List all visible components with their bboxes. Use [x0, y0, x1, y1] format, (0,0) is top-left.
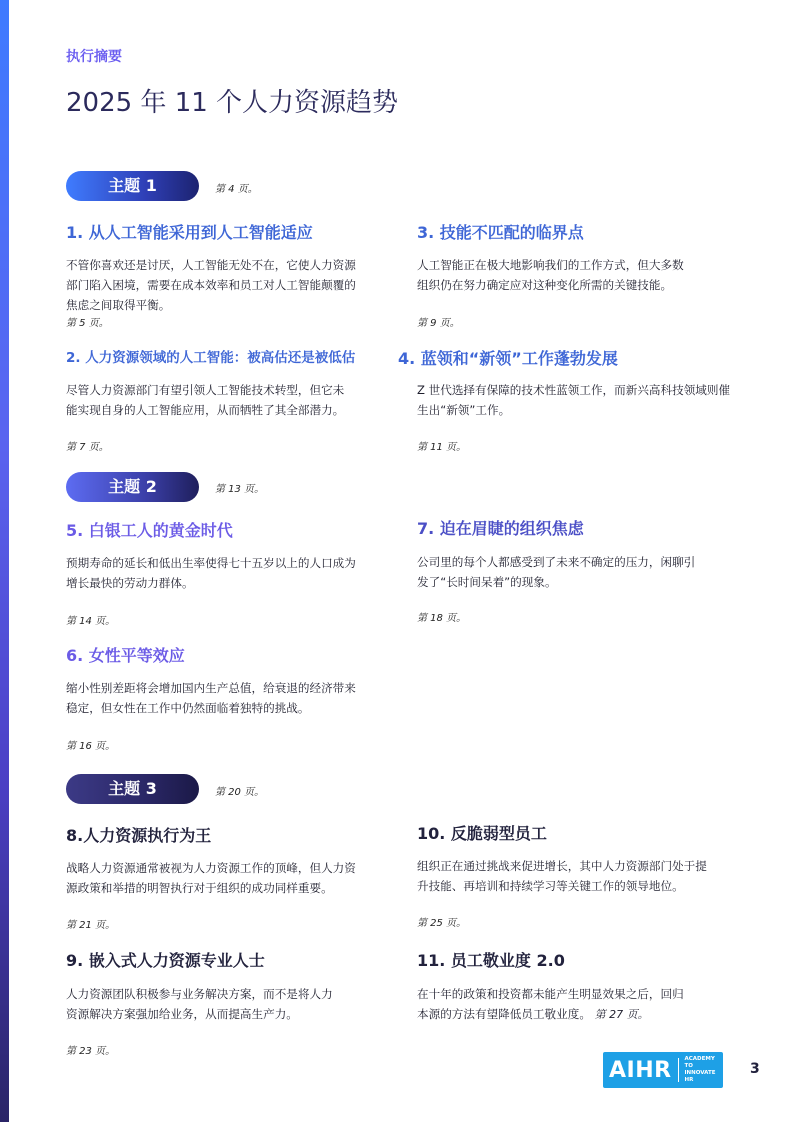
logo-divider [678, 1058, 679, 1082]
trend-4-page: 第 11 页。 [417, 442, 467, 453]
trend-10-page: 第 25 页。 [417, 918, 467, 929]
page-number: 3 [750, 1061, 760, 1077]
trend-5-title: 5. 白银工人的黄金时代 [66, 521, 233, 540]
trend-9-body [66, 984, 391, 1024]
trend-4-body [417, 380, 767, 420]
trend-2-page: 第 7 页。 [66, 442, 109, 453]
trend-11-line-2 [417, 1004, 742, 1025]
trend-10-body [417, 856, 742, 896]
trend-1-title: 1. 从人工智能采用到人工智能适应 [66, 223, 313, 242]
trend-4-title: 4. 蓝领和“新领”工作蓬勃发展 [398, 349, 618, 368]
trend-8-body [66, 858, 391, 898]
trend-3-line-1: 人工智能正在极大地影响我们的工作方式，但大多数 [417, 258, 684, 272]
theme-3-badge: 主题 3 [66, 774, 199, 804]
trend-5-line-1: 预期寿命的延长和低出生率使得七十五岁以上的人口成为 [66, 556, 356, 570]
trend-8-line-2: 源政策和举措的明智执行对于组织的成功同样重要。 [66, 881, 333, 895]
trend-3-line-2: 组织仍在努力确定应对这种变化所需的关键技能。 [417, 278, 673, 292]
trend-1-line-1: 不管你喜欢还是讨厌，人工智能无处不在，它使人力资源 [66, 258, 356, 272]
logo-tagline [685, 1056, 724, 1084]
trend-1-page: 第 5 页。 [66, 318, 109, 329]
theme-2-badge: 主题 2 [66, 472, 199, 502]
trend-7-body [417, 552, 742, 592]
trend-2-line-2: 能实现自身的人工智能应用，从而牺牲了其全部潜力。 [66, 403, 345, 417]
trend-4-line-1: Z 世代选择有保障的技术性蓝领工作，而新兴高科技领域则催 [417, 383, 731, 397]
theme-2-page: 第 13 页。 [215, 484, 265, 495]
trend-11-title: 11. 员工敬业度 2.0 [417, 951, 565, 970]
logo-tagline-line-1: ACADEMY TO [684, 1056, 715, 1069]
trend-6-line-1: 缩小性别差距将会增加国内生产总值，给衰退的经济带来 [66, 681, 356, 695]
trend-7-title: 7. 迫在眉睫的组织焦虑 [417, 519, 584, 538]
trend-1-line-3: 焦虑之间取得平衡。 [66, 298, 171, 312]
trend-6-title: 6. 女性平等效应 [66, 646, 185, 665]
trend-9-title: 9. 嵌入式人力资源专业人士 [66, 951, 265, 970]
trend-8-title: 8.人力资源执行为王 [66, 826, 212, 845]
theme-1-badge: 主题 1 [66, 171, 199, 201]
trend-3-title: 3. 技能不匹配的临界点 [417, 223, 584, 242]
trend-9-line-2: 资源解决方案强加给业务，从而提高生产力。 [66, 1007, 298, 1021]
trend-6-page: 第 16 页。 [66, 741, 116, 752]
trend-4-line-2: 生出“新领”工作。 [417, 403, 511, 417]
logo-tagline-line-2: INNOVATE HR [684, 1070, 716, 1083]
trend-5-page: 第 14 页。 [66, 616, 116, 627]
trend-6-body [66, 678, 391, 718]
trend-5-body [66, 553, 391, 593]
theme-3-page: 第 20 页。 [215, 787, 265, 798]
trend-11-line-1: 在十年的政策和投资都未能产生明显效果之后，回归 [417, 987, 684, 1001]
aihr-logo [603, 1052, 723, 1088]
trend-11-page: 第 27 页。 [594, 1008, 649, 1021]
theme-1-page: 第 4 页。 [215, 184, 258, 195]
trend-2-title: 2. 人力资源领域的人工智能：被高估还是被低估 [66, 350, 356, 366]
trend-10-line-2: 升技能、再培训和持续学习等关键工作的领导地位。 [417, 879, 684, 893]
trend-9-page: 第 23 页。 [66, 1046, 116, 1057]
trend-11-line-2-text: 本源的方法有望降低员工敬业度。 [417, 1007, 591, 1021]
trend-7-line-2: 发了“长时间呆着”的现象。 [417, 575, 557, 589]
trend-7-line-1: 公司里的每个人都感受到了未来不确定的压力，闲聊引 [417, 555, 696, 569]
trend-11-body [417, 984, 742, 1025]
trend-9-line-1: 人力资源团队积极参与业务解决方案，而不是将人力 [66, 987, 333, 1001]
side-accent-bar [0, 0, 9, 1122]
trend-3-page: 第 9 页。 [417, 318, 460, 329]
trend-3-body [417, 255, 742, 295]
trend-8-line-1: 战略人力资源通常被视为人力资源工作的顶峰，但人力资 [66, 861, 356, 875]
page-title: 2025 年 11 个人力资源趋势 [66, 88, 399, 118]
trend-8-page: 第 21 页。 [66, 920, 116, 931]
trend-7-page: 第 18 页。 [417, 613, 467, 624]
trend-1-body [66, 255, 391, 315]
trend-6-line-2: 稳定，但女性在工作中仍然面临着独特的挑战。 [66, 701, 310, 715]
logo-wordmark: AIHR [609, 1057, 672, 1083]
trend-10-title: 10. 反脆弱型员工 [417, 824, 547, 843]
trend-1-line-2: 部门陷入困境，需要在成本效率和员工对人工智能颠覆的 [66, 278, 356, 292]
trend-2-line-1: 尽管人力资源部门有望引领人工智能技术转型，但它未 [66, 383, 345, 397]
section-eyebrow: 执行摘要 [66, 49, 122, 65]
trend-10-line-1: 组织正在通过挑战来促进增长，其中人力资源部门处于提 [417, 859, 707, 873]
trend-2-body [66, 380, 391, 420]
trend-5-line-2: 增长最快的劳动力群体。 [66, 576, 194, 590]
